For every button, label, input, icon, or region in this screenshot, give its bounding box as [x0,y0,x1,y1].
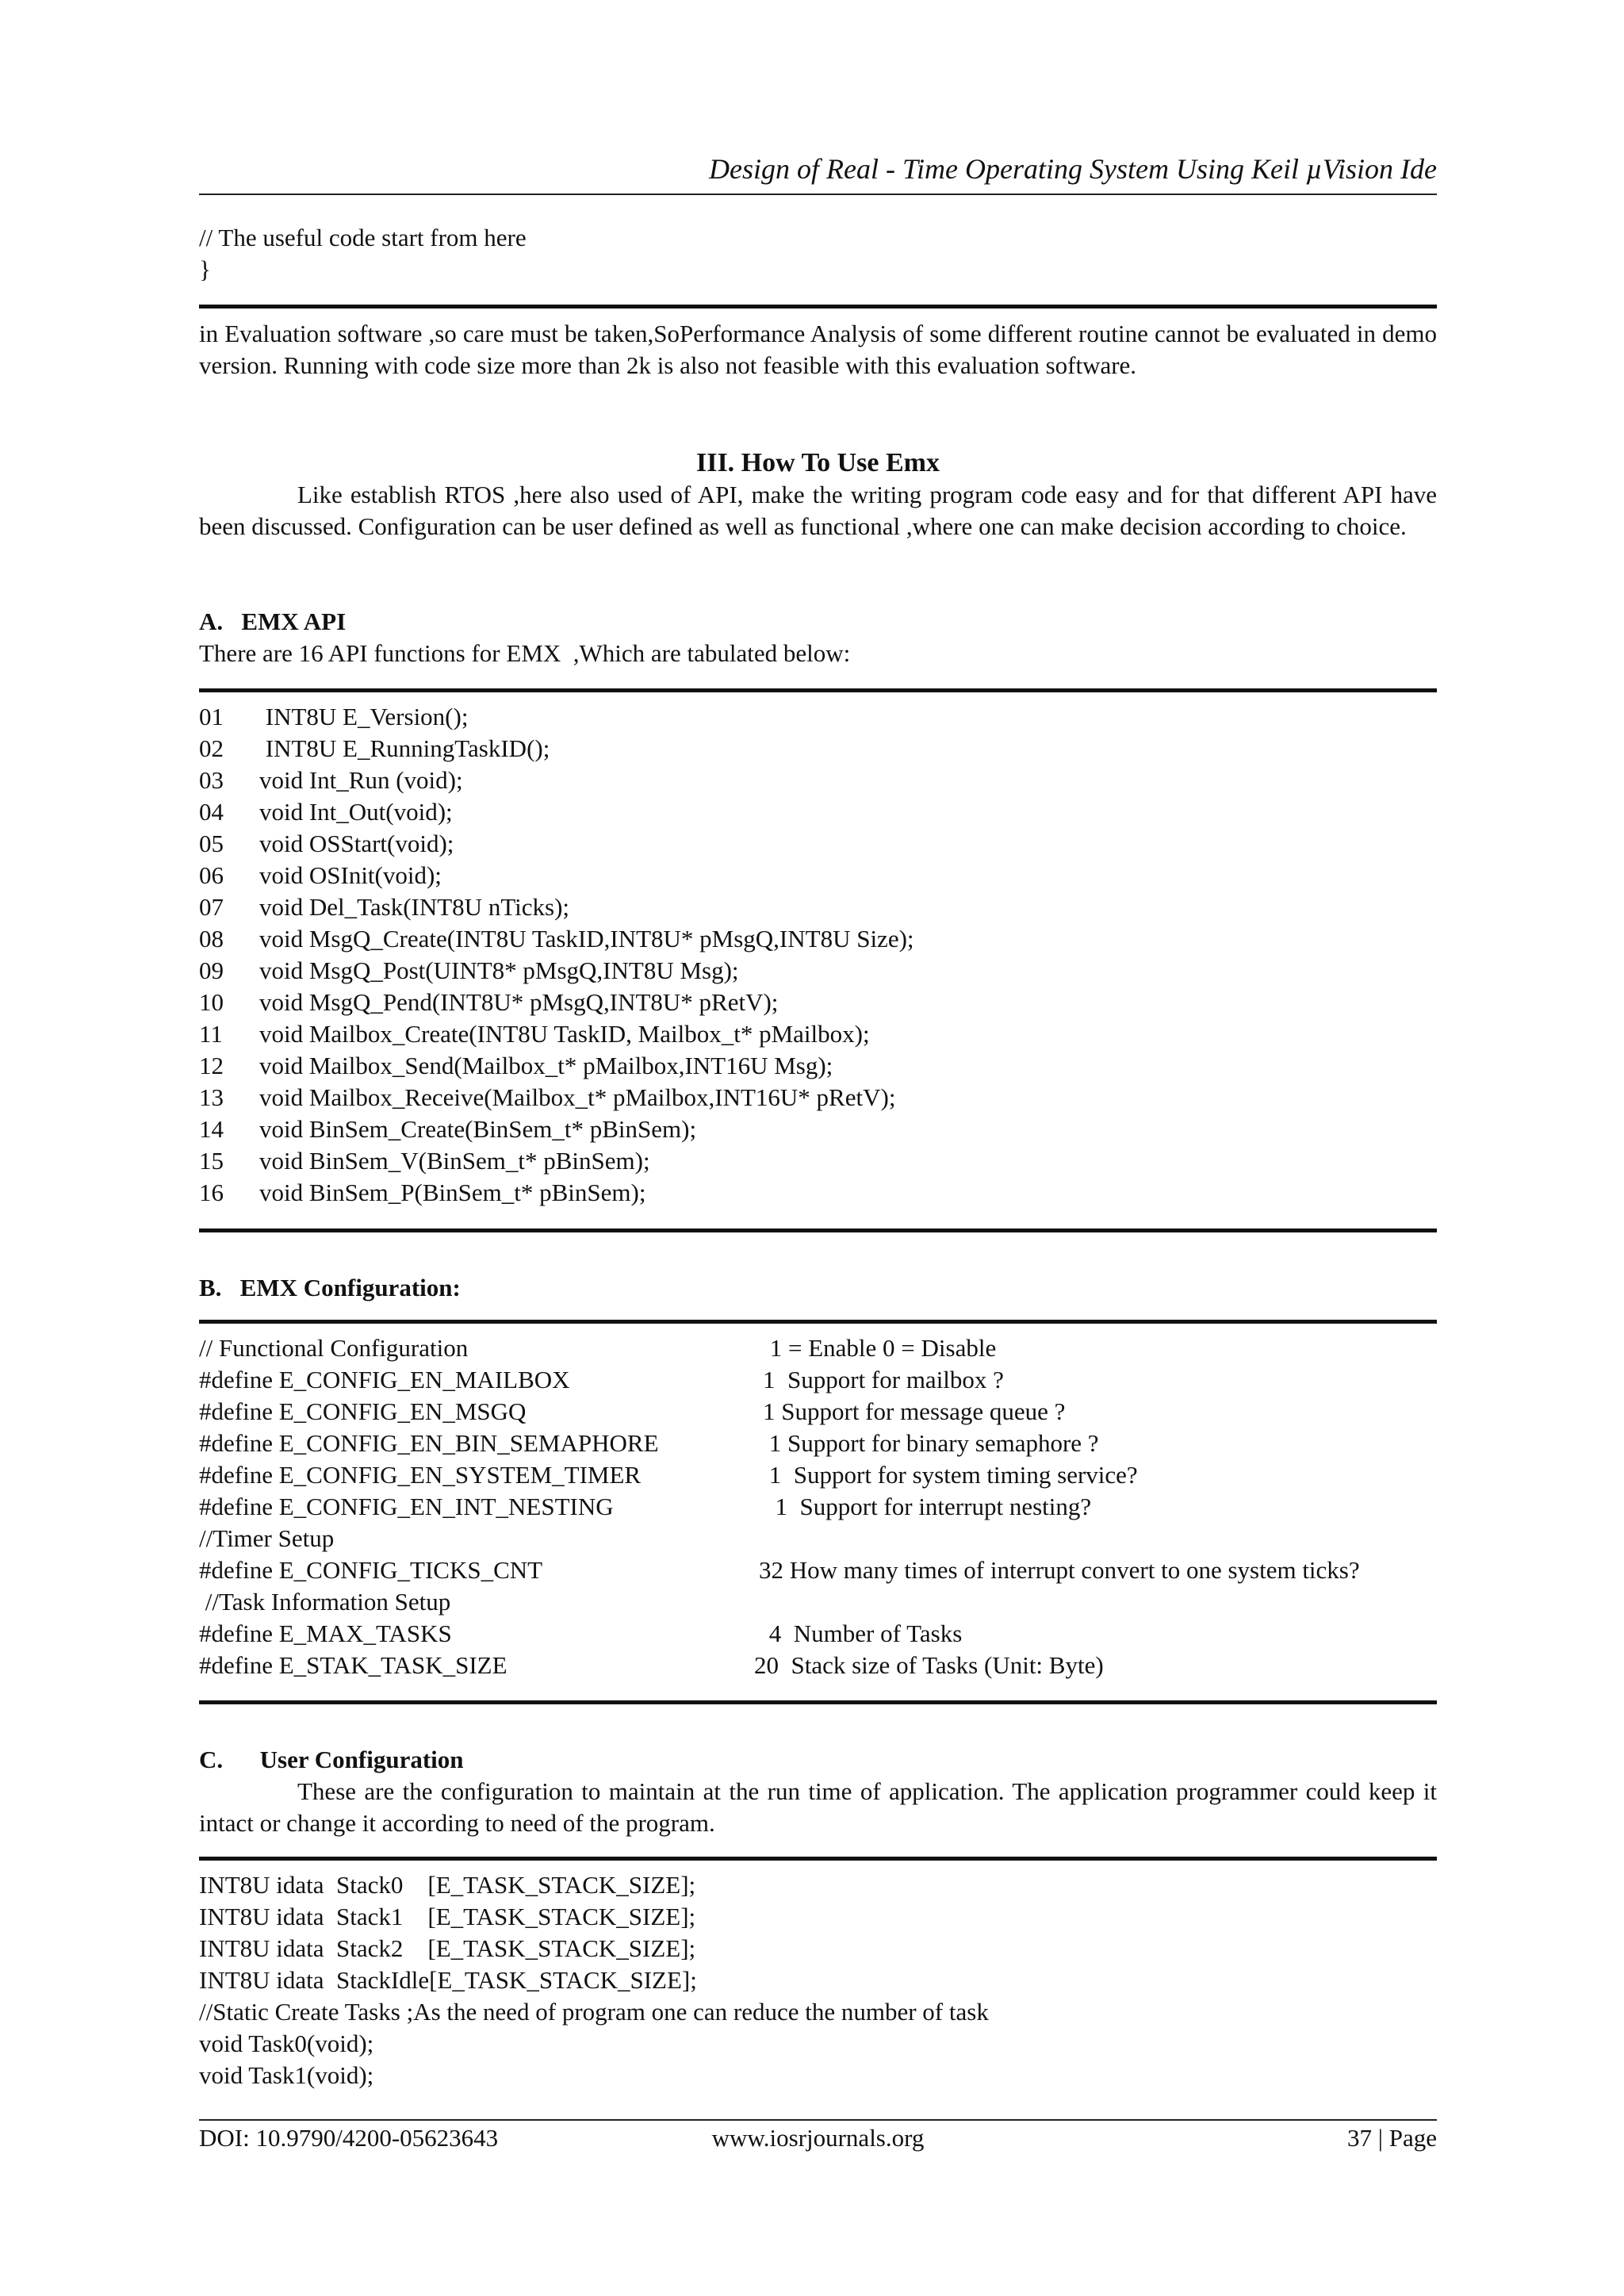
api-number: 03 [199,766,224,794]
api-signature: void MsgQ_Post(UINT8* pMsgQ,INT8U Msg); [259,956,739,984]
config-value-comment: 1 Support for binary semaphore ? [763,1429,1099,1457]
config-define: #define E_CONFIG_EN_INT_NESTING [199,1493,614,1520]
code-line: void Task1(void); [199,2061,374,2089]
api-signature: void MsgQ_Create(INT8U TaskID,INT8U* pMsgQ,INT8U Size); [259,925,914,953]
api-number: 16 [199,1179,224,1206]
api-number: 11 [199,1020,223,1048]
code-bottom-rule [199,305,1437,309]
config-define: //Timer Setup [199,1524,335,1552]
user-config-code [199,1869,1437,2091]
api-signature: INT8U E_RunningTaskID(); [259,734,550,762]
config-value-comment: 1 Support for mailbox ? [763,1366,1004,1393]
api-bottom-rule [199,1228,1437,1232]
api-signature: void Mailbox_Create(INT8U TaskID, Mailbox_t* pMailbox); [259,1020,870,1048]
api-signature: void Int_Out(void); [259,798,453,826]
config-row [199,1491,1437,1523]
api-number: 13 [199,1083,224,1111]
intro-paragraph: in Evaluation software ,so care must be taken,SoPerformance Analysis of some different routine cannot be evaluated in demo version. Running with code size more than 2k is also not feasible with this evaluation software. [199,320,1437,379]
config-value-comment: 1 = Enable 0 = Disable [764,1334,997,1362]
config-row [199,1332,1437,1364]
config-value-comment: 1 Support for message queue ? [763,1397,1066,1425]
api-signature: void BinSem_V(BinSem_t* pBinSem); [259,1147,650,1175]
config-row [199,1618,1437,1650]
api-number: 08 [199,925,224,953]
footer-doi: DOI: 10.9790/4200-05623643 [199,2124,499,2152]
paper-page [199,0,1437,2296]
config-top-rule [199,1320,1437,1324]
config-define: #define E_CONFIG_EN_MAILBOX [199,1366,570,1393]
config-bottom-rule [199,1700,1437,1704]
api-number: 12 [199,1052,224,1079]
api-number: 05 [199,830,224,857]
intro-paragraph-block [199,318,1437,381]
config-define: //Task Information Setup [199,1588,451,1616]
running-header-title: Design of Real - Time Operating System Using Keil µVision Ide [709,153,1437,185]
config-row [199,1554,1437,1586]
api-number: 09 [199,956,224,984]
subsection-b-heading: B. EMX Configuration: [199,1274,461,1301]
config-row [199,1459,1437,1491]
subsection-a-heading: A. EMX API [199,608,347,635]
config-row [199,1650,1437,1681]
config-value-comment: 1 Support for system timing service? [763,1461,1138,1489]
api-signature: void OSInit(void); [259,861,442,889]
api-signature: void Mailbox_Receive(Mailbox_t* pMailbox,INT16U* pRetV); [259,1083,896,1111]
subsection-a-text: There are 16 API functions for EMX ,Which are tabulated below: [199,639,851,667]
config-define: #define E_MAX_TASKS [199,1619,452,1647]
api-number: 10 [199,988,224,1016]
config-row [199,1523,1437,1554]
code-snippet-top [199,222,1437,286]
api-signature: void OSStart(void); [259,830,454,857]
subsection-c-heading: C. User Configuration [199,1746,464,1773]
api-number: 15 [199,1147,224,1175]
code-line: INT8U idata Stack1 [E_TASK_STACK_SIZE]; [199,1903,696,1930]
footer-rule [199,2119,1437,2121]
api-signature: void Int_Run (void); [259,766,463,794]
config-define: #define E_CONFIG_EN_MSGQ [199,1397,527,1425]
code-line: } [199,255,211,283]
user-config-top-rule [199,1857,1437,1861]
config-row [199,1396,1437,1428]
section-paragraph: Like establish RTOS ,here also used of API, make the writing program code easy and for that different API have been discussed. Configuration can be user defined as well as functional ,where one can make decision according to choice. [199,481,1437,540]
api-signature: void BinSem_Create(BinSem_t* pBinSem); [259,1115,697,1143]
config-define: #define E_CONFIG_EN_BIN_SEMAPHORE [199,1429,659,1457]
config-row [199,1586,1437,1618]
code-line: INT8U idata Stack0 [E_TASK_STACK_SIZE]; [199,1871,696,1899]
api-signature: INT8U E_Version(); [259,703,469,730]
footer-website: www.iosrjournals.org [711,2124,925,2152]
config-define: #define E_STAK_TASK_SIZE [199,1651,508,1679]
config-define: #define E_CONFIG_TICKS_CNT [199,1556,543,1584]
api-signature: void MsgQ_Pend(INT8U* pMsgQ,INT8U* pRetV); [259,988,779,1016]
api-signature: void Del_Task(INT8U nTicks); [259,893,570,921]
page-footer [199,2122,1437,2159]
section-title: III. How To Use Emx [695,448,940,477]
config-value-comment: 4 Number of Tasks [763,1619,963,1647]
section-paragraph-block [199,479,1437,542]
subsection-a-text-block [199,638,1437,669]
api-top-rule [199,688,1437,692]
code-line: //Static Create Tasks ;As the need of program one can reduce the number of task [199,1998,989,2026]
config-row [199,1428,1437,1459]
config-define: #define E_CONFIG_EN_SYSTEM_TIMER [199,1461,642,1489]
code-line: INT8U idata StackIdle[E_TASK_STACK_SIZE]; [199,1966,697,1994]
code-line: INT8U idata Stack2 [E_TASK_STACK_SIZE]; [199,1934,696,1962]
api-number: 01 [199,703,224,730]
header-rule [199,194,1437,195]
config-row [199,1364,1437,1396]
code-line: void Task0(void); [199,2030,374,2057]
config-value-comment: 1 Support for interrupt nesting? [763,1493,1092,1520]
config-table [199,1332,1437,1681]
subsection-c-paragraph: These are the configuration to maintain at the run time of application. The application programmer could keep it intact or change it according to need of the program. [199,1777,1437,1837]
config-value-comment: 32 How many times of interrupt convert to one system ticks? [759,1556,1360,1584]
code-line: // The useful code start from here [199,224,527,251]
api-signature: void BinSem_P(BinSem_t* pBinSem); [259,1179,646,1206]
api-signature: void Mailbox_Send(Mailbox_t* pMailbox,INT16U Msg); [259,1052,833,1079]
api-number: 06 [199,861,224,889]
api-number: 07 [199,893,224,921]
config-value-comment: 20 Stack size of Tasks (Unit: Byte) [754,1651,1104,1679]
api-number: 04 [199,798,224,826]
subsection-c-paragraph-block [199,1776,1437,1839]
api-number: 14 [199,1115,224,1143]
footer-page-number: 37 | Page [1347,2124,1437,2152]
api-number: 02 [199,734,224,762]
config-define: // Functional Configuration [199,1334,469,1362]
